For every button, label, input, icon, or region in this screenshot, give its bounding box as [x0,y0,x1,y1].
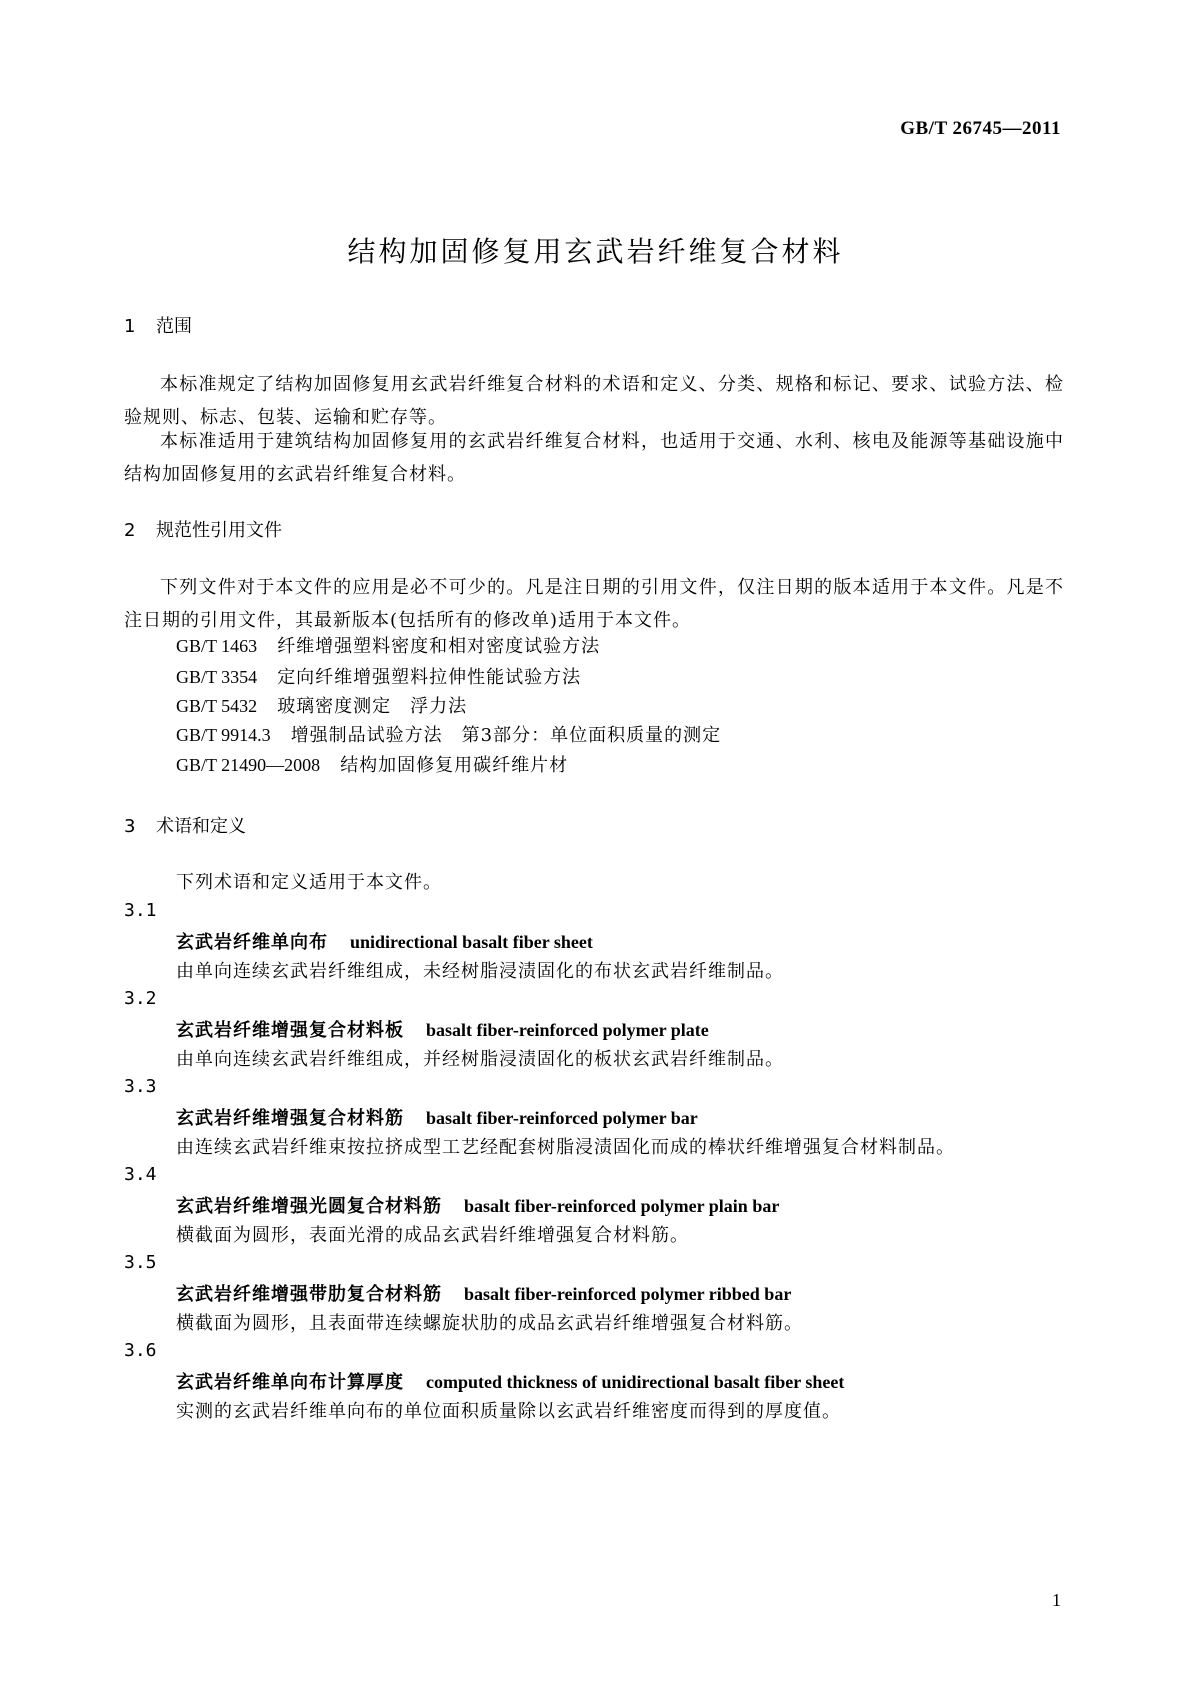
term-en: basalt fiber-reinforced polymer plain bar [464,1196,780,1216]
term-heading [176,1016,709,1042]
term-zh: 玄武岩纤维增强复合材料筋 [176,1108,404,1129]
reference-title: 玻璃密度测定 浮力法 [277,696,468,717]
term-zh: 玄武岩纤维增强带肋复合材料筋 [176,1284,442,1305]
term-number: 3.1 [124,900,157,921]
reference-item [176,721,721,747]
reference-title: 定向纤维增强塑料拉伸性能试验方法 [277,667,582,688]
reference-code: GB/T 1463 [176,636,258,656]
section-3-heading [124,812,246,838]
section-1-paragraph: 本标准规定了结构加固修复用玄武岩纤维复合材料的术语和定义、分类、规格和标记、要求、试验方法、检验规则、标志、包装、运输和贮存等。 [124,374,1064,428]
reference-code: GB/T 5432 [176,696,258,716]
section-2-heading [124,516,282,542]
reference-item [176,663,581,689]
term-zh: 玄武岩纤维单向布 [176,932,328,953]
term-definition: 实测的玄武岩纤维单向布的单位面积质量除以玄武岩纤维密度而得到的厚度值。 [176,1401,841,1422]
term-en: basalt fiber-reinforced polymer ribbed bar [464,1284,792,1304]
reference-code: GB/T 3354 [176,667,258,687]
term-number: 3.5 [124,1252,157,1273]
page-number: 1 [1052,1590,1061,1610]
term-definition: 由单向连续玄武岩纤维组成，并经树脂浸渍固化的板状玄武岩纤维制品。 [176,1049,784,1070]
section-number: 3 [124,816,136,837]
standard-number: GB/T 26745—2011 [900,118,1061,139]
term-zh: 玄武岩纤维单向布计算厚度 [176,1372,404,1393]
document-title: 结构加固修复用玄武岩纤维复合材料 [347,235,844,268]
reference-code: GB/T 9914.3 [176,725,271,745]
term-definition: 由连续玄武岩纤维束按拉挤成型工艺经配套树脂浸渍固化而成的棒状纤维增强复合材料制品。 [176,1137,955,1158]
term-definition: 横截面为圆形，且表面带连续螺旋状肋的成品玄武岩纤维增强复合材料筋。 [176,1313,803,1334]
reference-title: 结构加固修复用碳纤维片材 [340,755,569,776]
section-number: 1 [124,316,136,337]
reference-item [176,632,600,658]
section-title: 规范性引用文件 [156,520,282,541]
term-heading [176,1104,698,1130]
term-en: unidirectional basalt fiber sheet [350,932,593,952]
section-3-intro: 下列术语和定义适用于本文件。 [176,872,442,893]
term-en: basalt fiber-reinforced polymer bar [426,1108,698,1128]
term-definition: 横截面为圆形，表面光滑的成品玄武岩纤维增强复合材料筋。 [176,1225,689,1246]
reference-item [176,751,568,777]
section-title: 范围 [156,316,192,337]
term-zh: 玄武岩纤维增强光圆复合材料筋 [176,1196,442,1217]
reference-item [176,692,467,718]
term-number: 3.2 [124,988,157,1009]
reference-code: GB/T 21490—2008 [176,755,321,775]
section-1-heading [124,312,192,338]
term-heading [176,928,593,954]
term-en: basalt fiber-reinforced polymer plate [426,1020,709,1040]
term-number: 3.6 [124,1340,157,1361]
reference-title: 增强制品试验方法 第3部分：单位面积质量的测定 [290,725,722,746]
section-number: 2 [124,520,136,541]
section-1-paragraph: 本标准适用于建筑结构加固修复用的玄武岩纤维复合材料，也适用于交通、水利、核电及能源等基础设施中结构加固修复用的玄武岩纤维复合材料。 [124,431,1064,485]
term-heading [176,1192,779,1218]
term-heading [176,1280,791,1306]
section-title: 术语和定义 [156,816,246,837]
term-zh: 玄武岩纤维增强复合材料板 [176,1020,404,1041]
term-en: computed thickness of unidirectional basalt fiber sheet [426,1372,845,1392]
term-number: 3.3 [124,1076,157,1097]
term-heading [176,1368,844,1394]
section-2-paragraph: 下列文件对于本文件的应用是必不可少的。凡是注日期的引用文件，仅注日期的版本适用于本文件。凡是不注日期的引用文件，其最新版本(包括所有的修改单)适用于本文件。 [124,577,1064,631]
term-number: 3.4 [124,1164,157,1185]
reference-title: 纤维增强塑料密度和相对密度试验方法 [277,636,601,657]
term-definition: 由单向连续玄武岩纤维组成，未经树脂浸渍固化的布状玄武岩纤维制品。 [176,961,784,982]
